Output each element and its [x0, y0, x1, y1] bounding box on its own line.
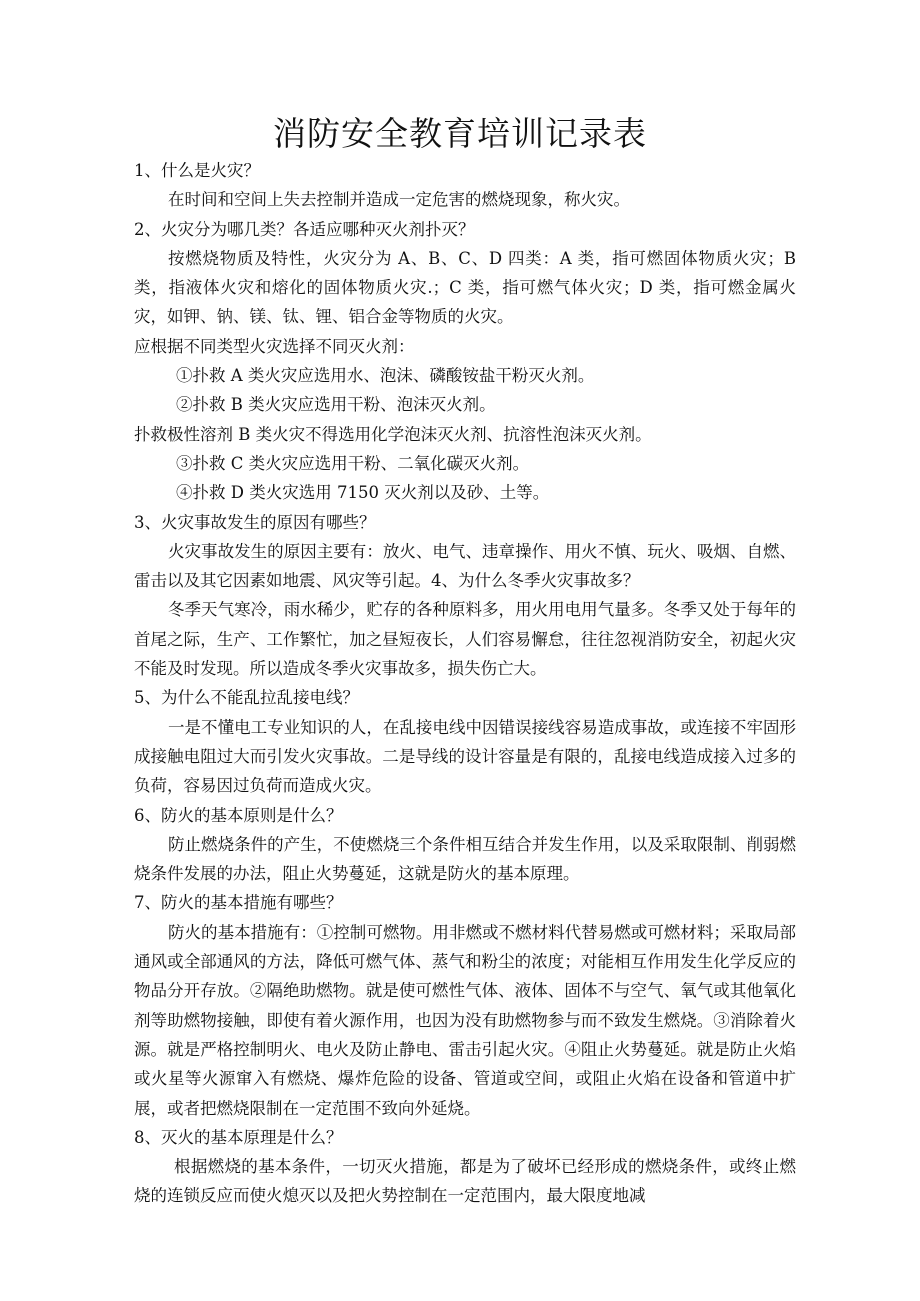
paragraph-4: 冬季天气寒冷，雨水稀少，贮存的各种原料多，用火用电用气量多。冬季又处于每年的首尾之际，生产、工作繁忙，加之昼短夜长，人们容易懈怠，往往忽视消防安全，初起火灾不能及时发现。所以造成冬季火灾事故多，损失伤亡大。 [134, 600, 796, 679]
section-heading-2: 2、火灾分为哪几类？各适应哪种灭火剂扑灭？ [134, 219, 475, 239]
section-heading-5: 5、为什么不能乱拉乱接电线？ [134, 688, 359, 708]
section-heading-6: 6、防火的基本原则是什么？ [134, 805, 343, 825]
paragraph-5: 一是不懂电工专业知识的人，在乱接电线中因错误接线容易造成事故，或连接不牢固形成接触电阻过大而引发火灾事故。二是导线的设计容量是有限的，乱接电线造成接入过多的负荷，容易因过负荷而造成火灾。 [134, 717, 796, 796]
paragraph-2-lead: 应根据不同类型火灾选择不同灭火剂： [134, 336, 415, 356]
paragraph-8: 根据燃烧的基本条件，一切灭火措施，都是为了破坏已经形成的燃烧条件，或终止燃烧的连锁反应而使火熄灭以及把火势控制在一定范围内，最大限度地减 [134, 1157, 796, 1206]
paragraph-3: 火灾事故发生的原因主要有：放火、电气、违章操作、用火不慎、玩火、吸烟、自燃、雷击以及其它因素如地震、风灾等引起。4、为什么冬季火灾事故多？ [134, 541, 796, 591]
section-heading-1: 1、什么是火灾？ [134, 161, 260, 180]
list-item-c: ③扑救 C 类火灾应选用干粉、二氧化碳灭火剂。 [176, 453, 530, 473]
document-body [134, 156, 796, 1211]
section-heading-8: 8、灭火的基本原理是什么？ [134, 1127, 343, 1147]
section-heading-7: 7、防火的基本措施有哪些？ [134, 893, 343, 913]
paragraph-2-note: 扑救极性溶剂 B 类火灾不得选用化学泡沫灭火剂、抗溶性泡沫灭火剂。 [134, 424, 652, 444]
paragraph-2: 按燃烧物质及特性，火灾分为 A、B、C、D 四类：A 类，指可燃固体物质火灾；B 类，指液体火灾和熔化的固体物质火灾.；C 类，指可燃气体火灾；D 类，指可燃金属火灾，如钾、钠、镁、钛、锂、铝合金等物质的火灾。 [134, 248, 796, 327]
list-item-d: ④扑救 D 类火灾选用 7150 灭火剂以及砂、土等。 [176, 483, 550, 503]
list-item-a: ①扑救 A 类火灾应选用水、泡沫、磷酸铵盐干粉灭火剂。 [176, 366, 595, 386]
paragraph-6: 防止燃烧条件的产生，不使燃烧三个条件相互结合并发生作用，以及采取限制、削弱燃烧条件发展的办法，阻止火势蔓延，这就是防火的基本原理。 [134, 834, 796, 884]
list-item-b: ②扑救 B 类火灾应选用干粉、泡沫灭火剂。 [176, 395, 496, 415]
paragraph-7: 防火的基本措施有：①控制可燃物。用非燃或不燃材料代替易燃或可燃材料；采取局部通风或全部通风的方法，降低可燃气体、蒸气和粉尘的浓度；对能相互作用发生化学反应的物品分开存放。②隔绝助燃物。就是使可燃性气体、液体、固体不与空气、氧气或其他氧化剂等助燃物接触，即使有着火源作用，也因为没有助燃物参与而不致发生燃烧。③消除着火源。就是严格控制明火、电火及防止静电、雷击引起火灾。④阻止火势蔓延。就是防止火焰或火星等火源窜入有燃烧、爆炸危险的设备、管道或空间，或阻止火焰在设备和管道中扩展，或者把燃烧限制在一定范围不致向外延烧。 [134, 922, 796, 1118]
paragraph-1: 在时间和空间上失去控制并造成一定危害的燃烧现象，称火灾。 [168, 190, 630, 210]
page-title: 消防安全教育培训记录表 [273, 114, 647, 153]
section-heading-3: 3、火灾事故发生的原因有哪些？ [134, 512, 376, 532]
